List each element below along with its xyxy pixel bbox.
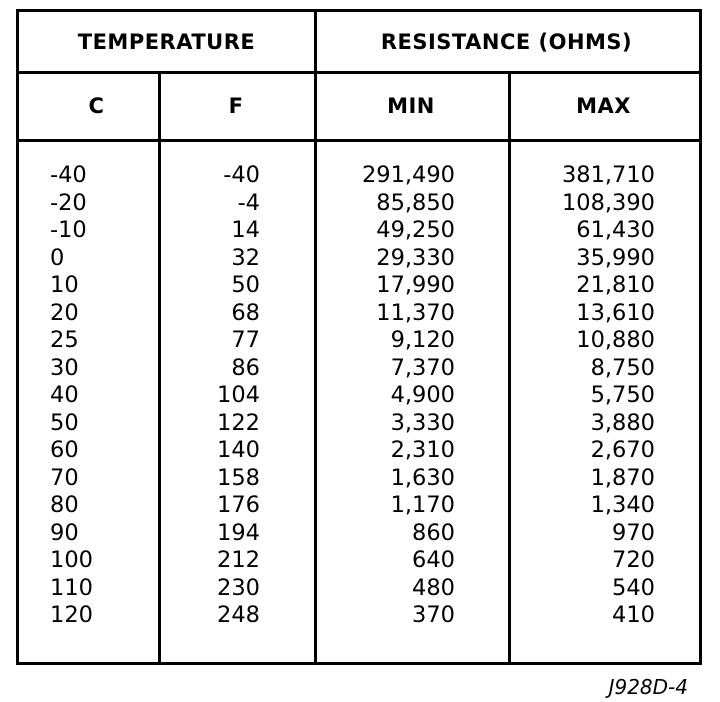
cell-f: 212 — [217, 547, 260, 573]
cell-min: 1,170 — [390, 492, 455, 518]
cell-c: -10 — [50, 217, 87, 243]
cell-min: 11,370 — [376, 299, 455, 326]
cell-f: 230 — [217, 574, 260, 601]
cell-c: 60 — [50, 437, 79, 463]
subheader-divider — [19, 139, 699, 142]
cell-f: 158 — [217, 464, 260, 491]
cell-max: 540 — [612, 574, 655, 601]
cell-min: 9,120 — [390, 327, 455, 353]
cell-f: 86 — [231, 354, 260, 381]
cell-max: 970 — [612, 519, 655, 546]
cell-min: 291,490 — [361, 162, 455, 188]
cell-min: 640 — [412, 547, 455, 573]
cell-max: 381,710 — [561, 162, 655, 188]
cell-max: 410 — [612, 602, 655, 628]
column-max-values — [520, 162, 655, 630]
cell-max: 61,430 — [576, 217, 655, 243]
cell-c: 90 — [50, 519, 79, 546]
cell-min: 2,310 — [390, 437, 455, 463]
cell-max: 108,390 — [561, 189, 655, 216]
cell-f: -40 — [223, 162, 260, 188]
cell-min: 7,370 — [390, 354, 455, 381]
temperature-header: TEMPERATURE — [77, 30, 256, 54]
cell-c: 70 — [50, 464, 79, 491]
cell-c: 0 — [50, 244, 65, 271]
min-max-divider — [508, 71, 511, 662]
cell-min: 49,250 — [376, 217, 455, 243]
sub-header-max: MAX — [576, 94, 631, 118]
cell-min: 480 — [412, 574, 455, 601]
cell-f: 194 — [217, 519, 260, 546]
cell-f: -4 — [237, 189, 260, 216]
cell-f: 32 — [231, 244, 260, 271]
cell-max: 13,610 — [576, 299, 655, 326]
sub-header-c: C — [88, 94, 105, 118]
cell-max: 21,810 — [576, 272, 655, 298]
cell-c: 100 — [50, 547, 93, 573]
cell-min: 29,330 — [376, 244, 455, 271]
cell-c: 30 — [50, 354, 79, 381]
cell-f: 104 — [217, 382, 260, 408]
cell-min: 1,630 — [390, 464, 455, 491]
cell-c: 80 — [50, 492, 79, 518]
cell-f: 68 — [231, 299, 260, 326]
cell-c: -20 — [50, 189, 87, 216]
cell-max: 2,670 — [590, 437, 655, 463]
column-c-values — [50, 162, 120, 630]
cell-f: 77 — [231, 327, 260, 353]
cell-min: 370 — [412, 602, 455, 628]
cell-max: 3,880 — [590, 409, 655, 436]
cell-max: 10,880 — [576, 327, 655, 353]
cell-min: 17,990 — [376, 272, 455, 298]
cell-c: 120 — [50, 602, 93, 628]
cell-f: 50 — [231, 272, 260, 298]
sub-header-f: F — [228, 94, 244, 118]
cell-c: 40 — [50, 382, 79, 408]
cell-max: 8,750 — [590, 354, 655, 381]
cell-c: 50 — [50, 409, 79, 436]
sub-header-min: MIN — [387, 94, 435, 118]
cell-c: 10 — [50, 272, 79, 298]
cell-c: 20 — [50, 299, 79, 326]
cell-min: 3,330 — [390, 409, 455, 436]
cell-f: 176 — [217, 492, 260, 518]
resistance-header: RESISTANCE (OHMS) — [380, 30, 633, 54]
cell-c: -40 — [50, 162, 87, 188]
cell-f: 122 — [217, 409, 260, 436]
cell-max: 1,870 — [590, 464, 655, 491]
column-min-values — [340, 162, 455, 630]
cell-min: 860 — [412, 519, 455, 546]
cell-c: 25 — [50, 327, 79, 353]
cell-max: 35,990 — [576, 244, 655, 271]
header-divider — [19, 71, 699, 74]
column-f-values — [160, 162, 260, 630]
cell-min: 4,900 — [390, 382, 455, 408]
cell-min: 85,850 — [376, 189, 455, 216]
figure-id: J928D-4 — [608, 675, 688, 699]
cell-f: 140 — [217, 437, 260, 463]
cell-f: 14 — [231, 217, 260, 243]
cell-max: 5,750 — [590, 382, 655, 408]
cell-c: 110 — [50, 574, 93, 601]
cell-max: 1,340 — [590, 492, 655, 518]
cell-max: 720 — [612, 547, 655, 573]
cell-f: 248 — [217, 602, 260, 628]
